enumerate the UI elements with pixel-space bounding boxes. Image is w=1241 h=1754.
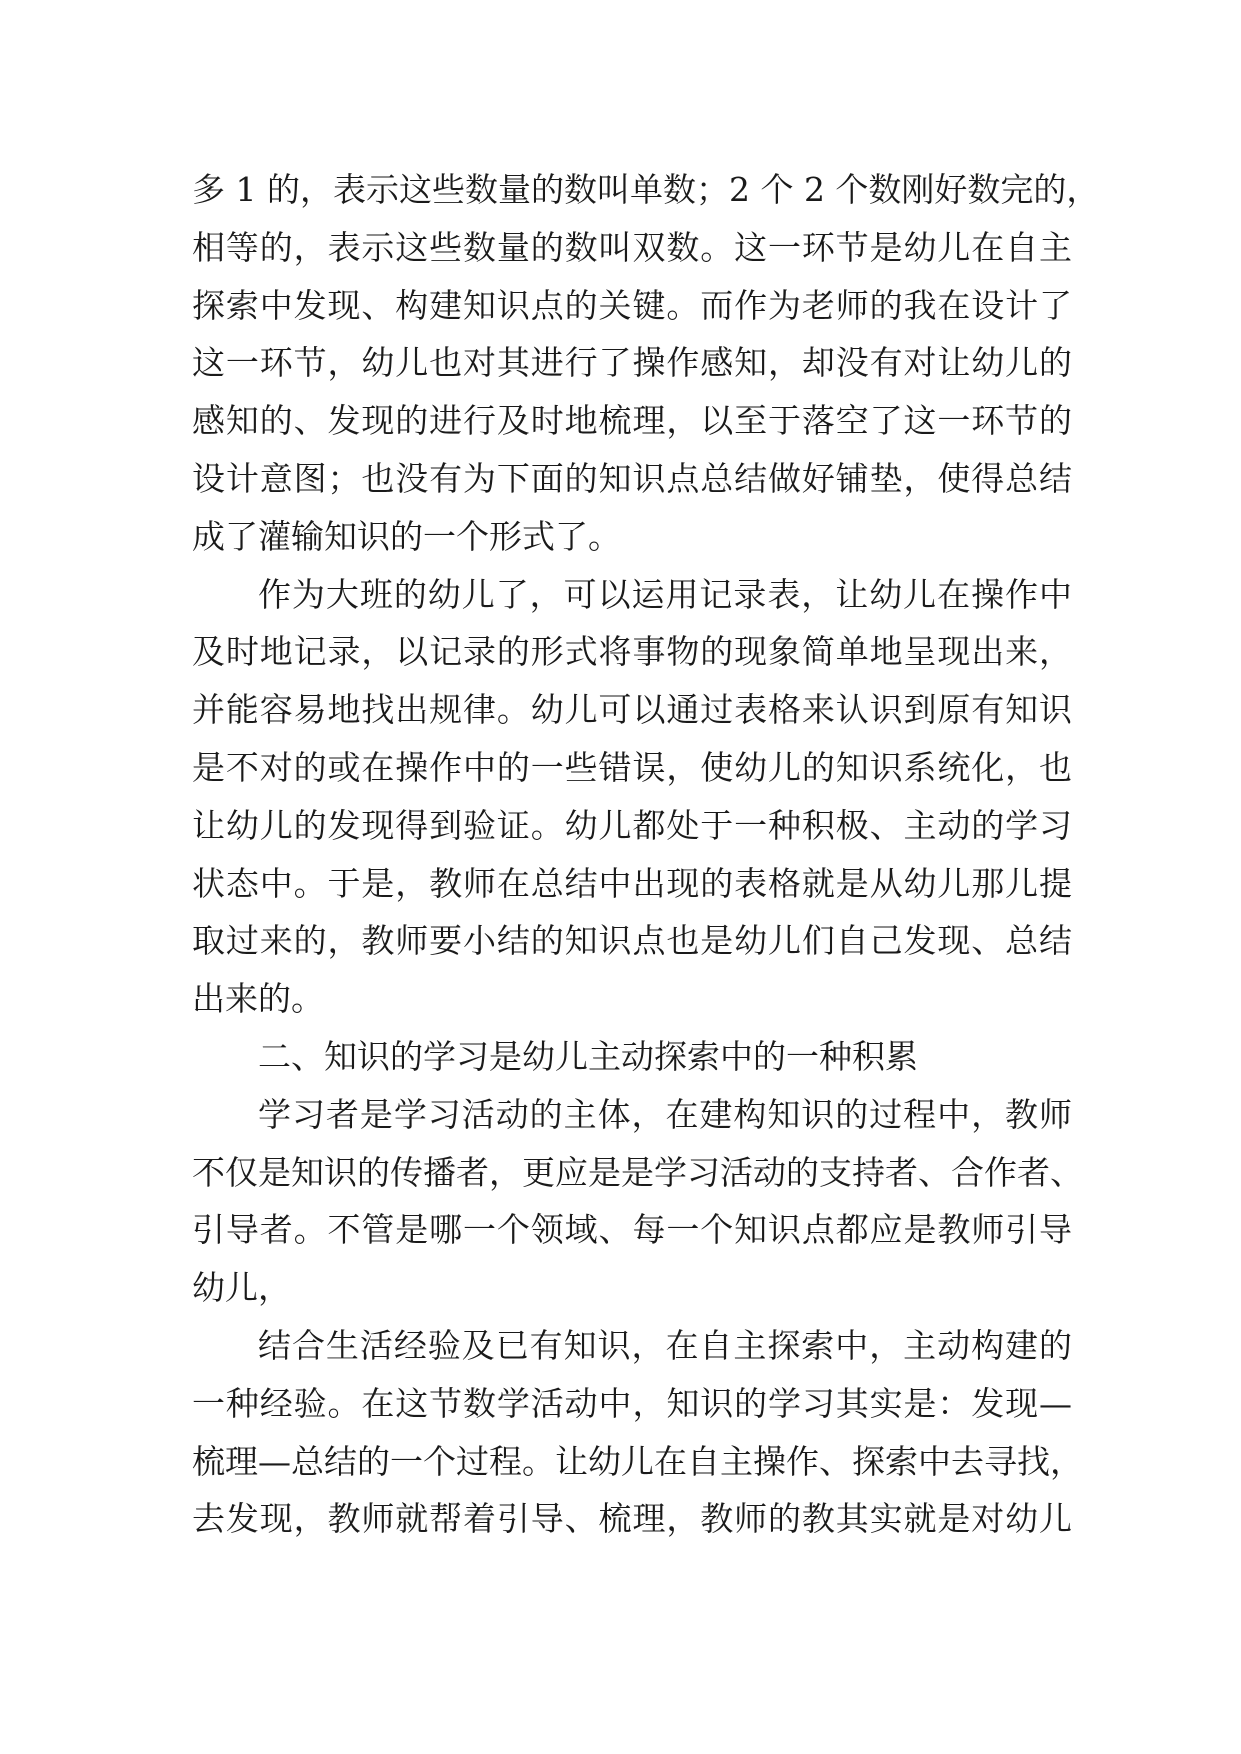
text-line: 梳理—总结的一个过程。让幼儿在自主操作、探索中去寻找，	[192, 1441, 1083, 1481]
text-line: 一种经验。在这节数学活动中，知识的学习其实是：发现—	[192, 1383, 1072, 1423]
text-line: 让幼儿的发现得到验证。幼儿都处于一种积极、主动的学习	[192, 805, 1072, 845]
text-line: 及时地记录，以记录的形式将事物的现象简单地呈现出来，	[192, 632, 1072, 672]
text-line: 状态中。于是，教师在总结中出现的表格就是从幼儿那儿提	[192, 863, 1072, 903]
text-line: 结合生活经验及已有知识，在自主探索中，主动构建的	[258, 1325, 1072, 1365]
text-line: 二、知识的学习是幼儿主动探索中的一种积累	[258, 1036, 918, 1076]
text-line: 设计意图；也没有为下面的知识点总结做好铺垫，使得总结	[192, 458, 1072, 498]
text-line: 取过来的，教师要小结的知识点也是幼儿们自己发现、总结	[192, 921, 1072, 961]
text-line: 多 1 的，表示这些数量的数叫单数；2 个 2 个数刚好数完的，	[192, 170, 1100, 209]
text-line: 感知的、发现的进行及时地梳理，以至于落空了这一环节的	[192, 401, 1072, 441]
text-line: 去发现，教师就帮着引导、梳理，教师的教其实就是对幼儿	[192, 1499, 1072, 1539]
text-line: 不仅是知识的传播者，更应是是学习活动的支持者、合作者、	[192, 1152, 1083, 1192]
text-line: 出来的。	[192, 979, 324, 1019]
text-line: 这一环节，幼儿也对其进行了操作感知，却没有对让幼儿的	[192, 343, 1072, 383]
text-line: 幼儿，	[192, 1268, 291, 1308]
text-line: 成了灌输知识的一个形式了。	[192, 516, 621, 556]
text-line: 作为大班的幼儿了，可以运用记录表，让幼儿在操作中	[258, 574, 1072, 614]
body-text	[192, 161, 1100, 1548]
text-line: 引导者。不管是哪一个领域、每一个知识点都应是教师引导	[192, 1210, 1072, 1250]
text-line: 是不对的或在操作中的一些错误，使幼儿的知识系统化，也	[192, 747, 1072, 787]
text-line: 相等的，表示这些数量的数叫双数。这一环节是幼儿在自主	[192, 227, 1072, 267]
text-line: 并能容易地找出规律。幼儿可以通过表格来认识到原有知识	[192, 690, 1072, 730]
text-line: 学习者是学习活动的主体，在建构知识的过程中，教师	[258, 1094, 1072, 1134]
text-line: 探索中发现、构建知识点的关键。而作为老师的我在设计了	[192, 285, 1072, 325]
